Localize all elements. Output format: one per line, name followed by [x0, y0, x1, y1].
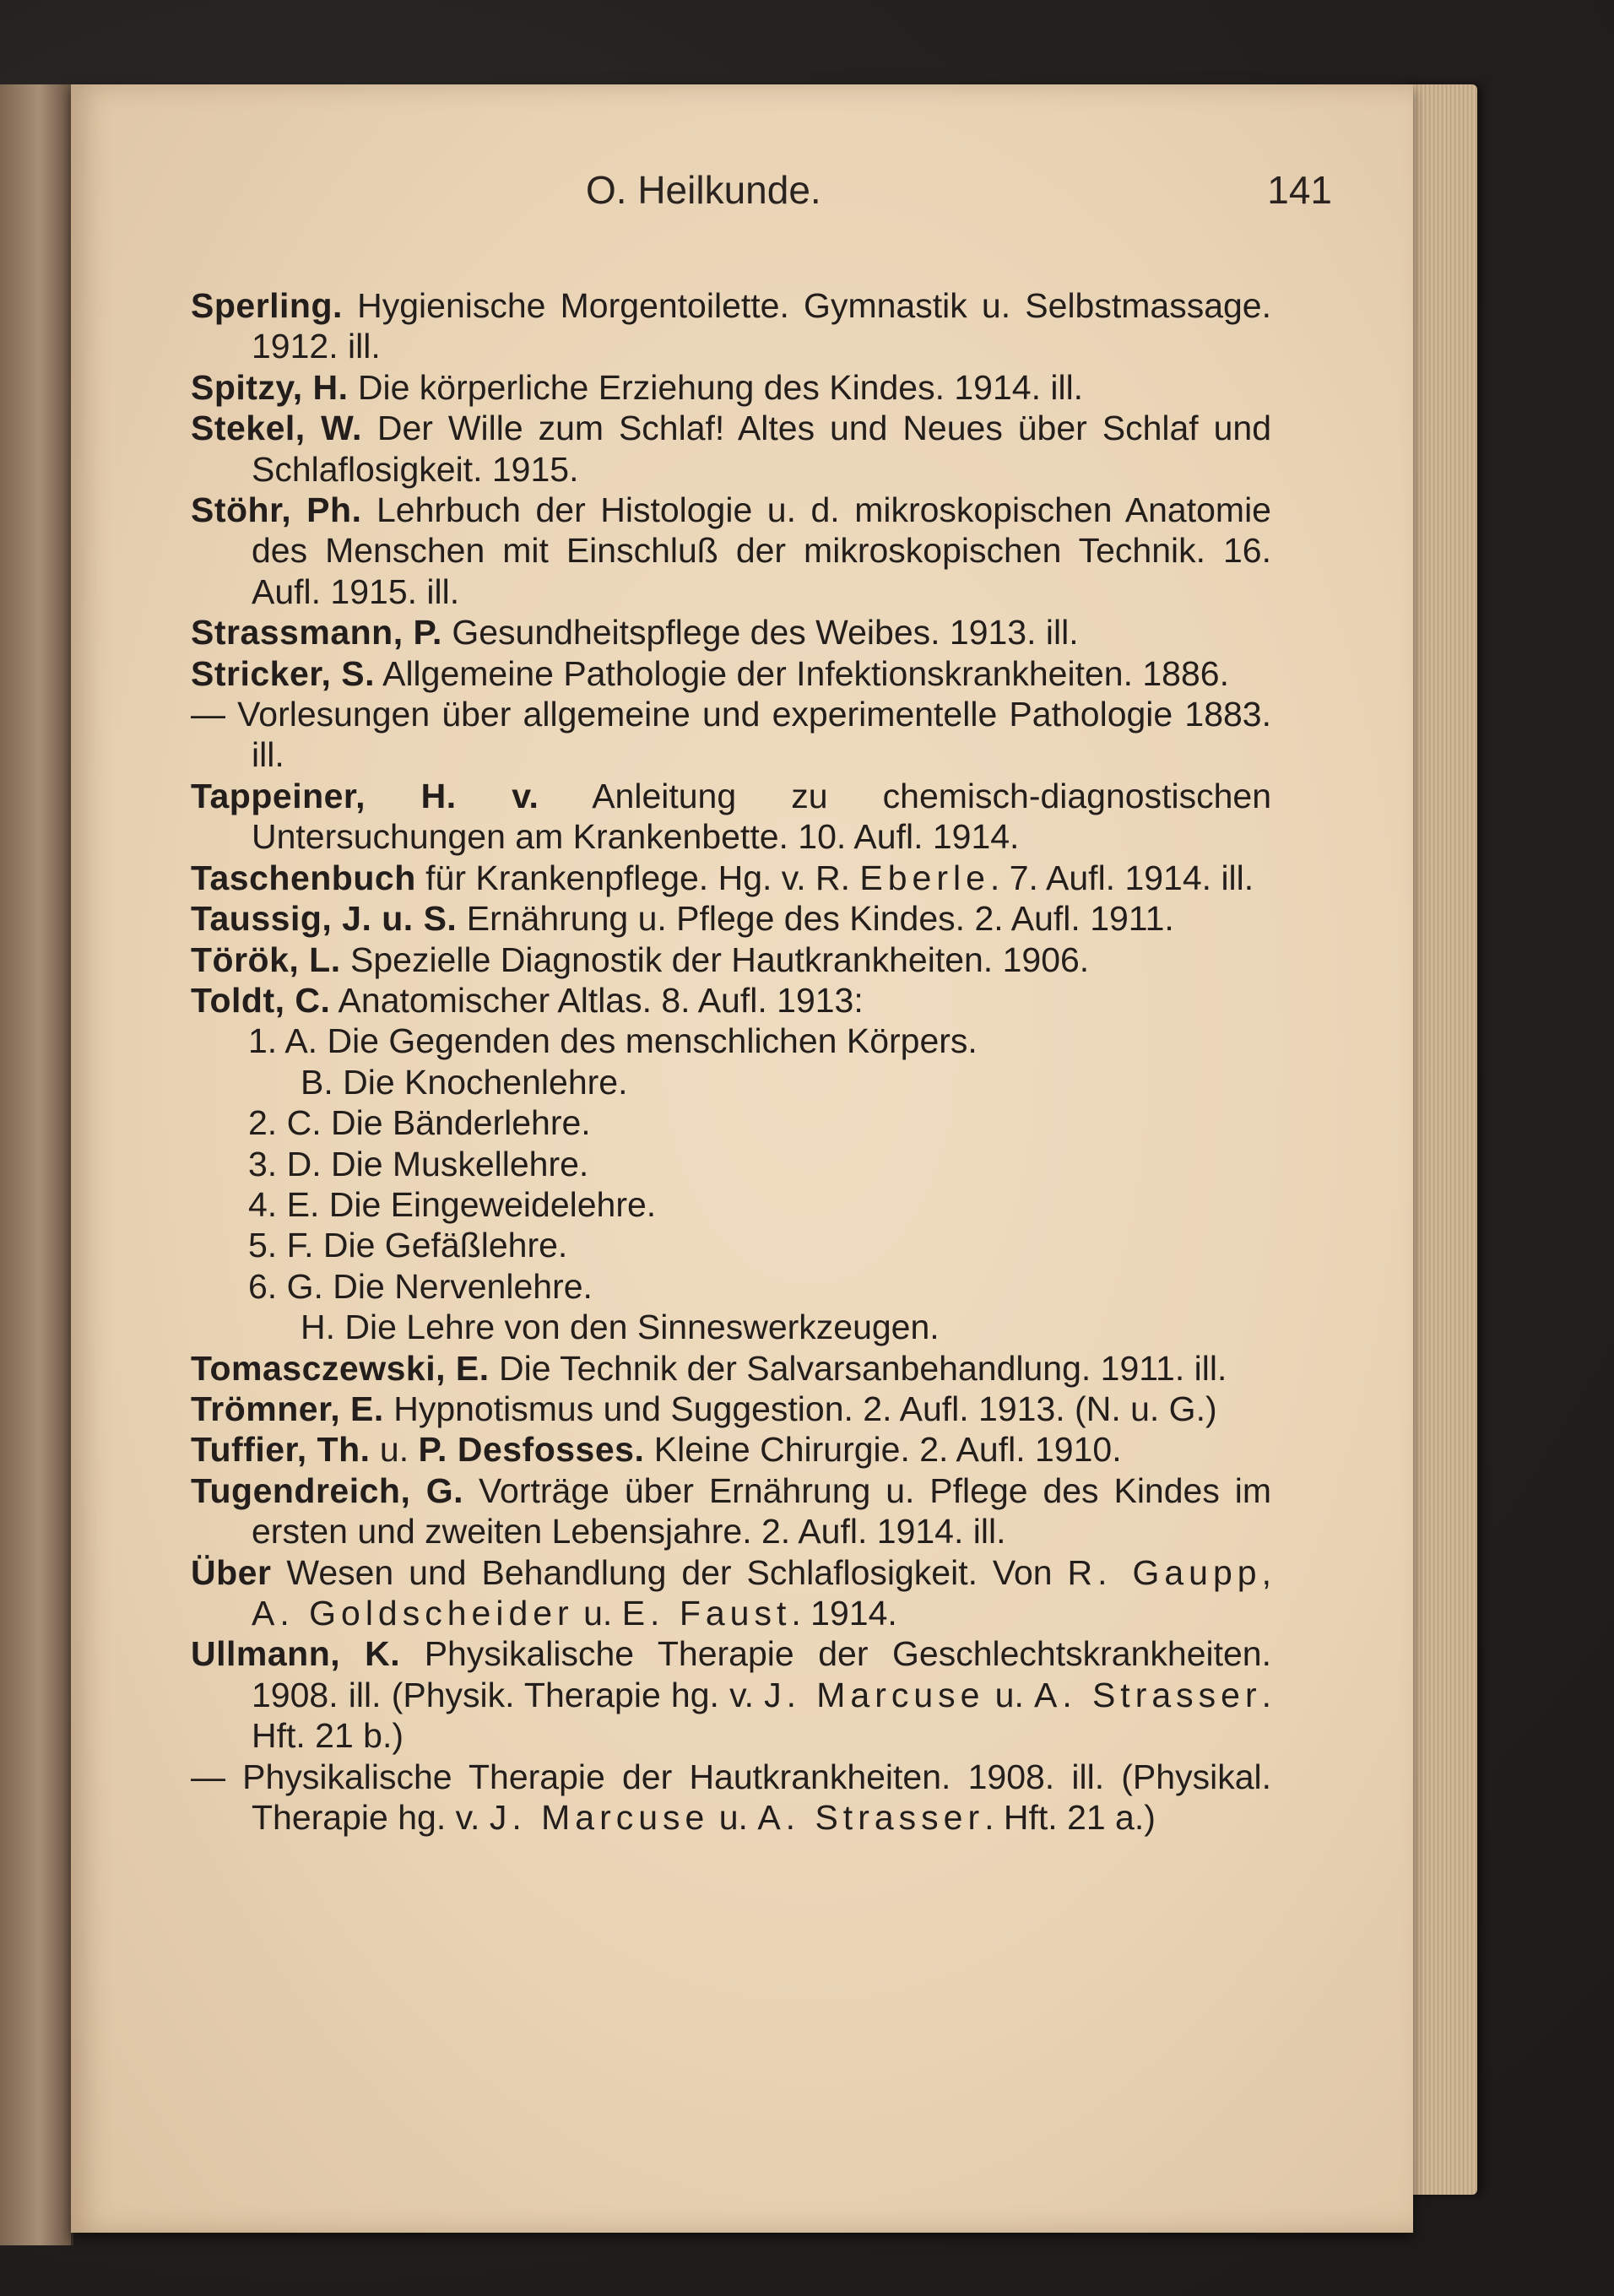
entry-text: Anatomischer Altlas. 8. Aufl. 1913:	[330, 980, 864, 1020]
entry-text: für Krankenpflege. Hg. v. R.	[415, 858, 860, 897]
entry-editor: A. Strasser	[757, 1798, 985, 1838]
entry-text: Gesundheitspflege des Weibes. 1913. ill.	[441, 613, 1079, 653]
toldt-volume	[191, 1102, 1271, 1143]
entry-troemner	[191, 1389, 1271, 1429]
entry-conjunction: u.	[370, 1430, 419, 1470]
volume-title: Die Nervenlehre.	[322, 1266, 593, 1306]
entry-separator: u.	[573, 1594, 622, 1633]
volume-number: 6.	[248, 1266, 287, 1306]
entry-text: Kleine Chirurgie. 2. Aufl. 1910.	[644, 1430, 1122, 1470]
entry-author: Über	[191, 1552, 272, 1592]
entry-author: Trömner, E.	[191, 1389, 384, 1428]
entry-text: Die körperliche Erziehung des Kindes. 1914. ill.	[348, 367, 1084, 407]
toldt-volume	[191, 1021, 1271, 1061]
entry-author: Spitzy, H.	[191, 367, 349, 407]
entry-text: Vorlesungen über allgemeine und experimentelle Pathologie 1883. ill.	[225, 695, 1271, 775]
volume-part: E.	[286, 1184, 320, 1224]
volume-title: Die Bänderlehre.	[321, 1103, 591, 1143]
entry-dash: —	[191, 695, 225, 734]
entry-editor: J. Marcuse	[489, 1798, 710, 1838]
entry-tail: . Hft. 21 b.)	[252, 1675, 1272, 1756]
volume-number: 2.	[248, 1103, 287, 1143]
entry-author: Stöhr, Ph.	[191, 490, 362, 530]
entry-tappeiner	[191, 776, 1271, 858]
volume-part: B.	[301, 1062, 333, 1102]
entry-text: Lehrbuch der Histologie u. d. mikroskopischen Anatomie des Menschen mit Einschluß der mikroskopischen Technik. 16. Aufl. 1915. ill.	[252, 490, 1271, 611]
toldt-volume	[191, 1225, 1271, 1265]
page-number: 141	[1267, 168, 1332, 212]
volume-title: Die Lehre von den Sinneswerkzeugen.	[335, 1308, 940, 1347]
entry-author: Taussig, J. u. S.	[191, 899, 458, 939]
entry-author: Török, L.	[191, 940, 341, 979]
entry-text: Hypnotismus und Suggestion. 2. Aufl. 1913. (N. u. G.)	[383, 1389, 1217, 1428]
volume-part: D.	[286, 1144, 322, 1183]
entry-dash: —	[191, 1757, 225, 1796]
entry-text: Allgemeine Pathologie der Infektionskrankheiten. 1886.	[374, 653, 1229, 693]
entry-text: Physikalische Therapie der Hautkrankheiten. 1908. ill. (Physikal. Therapie hg. v.	[225, 1757, 1271, 1838]
entry-editor: R. Gaupp	[1067, 1552, 1262, 1592]
book-page	[71, 84, 1413, 2233]
entry-text: Physikalische Therapie der Geschlechtskrankheiten. 1908. ill. (Physik. Therapie hg. v.	[252, 1634, 1271, 1714]
entry-spitzy	[191, 367, 1271, 408]
entry-ueber	[191, 1552, 1271, 1634]
entry-author: Strassmann, P.	[191, 613, 442, 653]
entry-author: Tomasczewski, E.	[191, 1348, 490, 1388]
entry-editor: A. Strasser	[1034, 1675, 1262, 1714]
entry-text: Anleitung zu chemisch-diagnostischen Untersuchungen am Krankenbette. 10. Aufl. 1914.	[252, 776, 1271, 857]
entry-author: Stekel, W.	[191, 409, 362, 448]
entry-text: Spezielle Diagnostik der Hautkrankheiten. 1906.	[340, 940, 1090, 979]
entry-stricker	[191, 653, 1271, 694]
entry-editor: A. Goldscheider	[252, 1594, 574, 1633]
entry-tugendreich	[191, 1470, 1271, 1552]
volume-number: 5.	[248, 1226, 287, 1265]
toldt-volume	[191, 1307, 1271, 1347]
bibliography-list	[191, 285, 1271, 1838]
entry-text: Wesen und Behandlung der Schlaflosigkeit. Von	[271, 1552, 1068, 1592]
volume-part: C.	[286, 1103, 322, 1143]
volume-title: Die Knochenlehre.	[333, 1062, 628, 1102]
entry-author: Sperling.	[191, 286, 343, 325]
entry-separator: u.	[709, 1798, 758, 1838]
entry-separator: ,	[1261, 1552, 1271, 1592]
volume-title: Die Eingeweidelehre.	[319, 1184, 657, 1224]
entry-stoehr	[191, 490, 1271, 612]
toldt-volume	[191, 1144, 1271, 1184]
entry-text: Vorträge über Ernährung u. Pflege des Kindes im ersten und zweiten Lebensjahre. 2. Aufl. 1914. ill.	[252, 1470, 1271, 1551]
volume-part: F.	[286, 1226, 314, 1265]
running-head	[71, 167, 1413, 218]
running-head-title: O. Heilkunde.	[586, 168, 821, 212]
entry-taussig	[191, 898, 1271, 939]
volume-part: H.	[301, 1308, 335, 1347]
entry-stricker-2	[191, 694, 1271, 776]
entry-strassmann	[191, 612, 1271, 653]
entry-author: Ullmann, K.	[191, 1634, 401, 1674]
entry-separator: u.	[984, 1675, 1035, 1714]
entry-tail: . 7. Aufl. 1914. ill.	[989, 858, 1254, 897]
entry-sperling	[191, 285, 1271, 367]
entry-toeroek	[191, 940, 1271, 980]
volume-title: Die Gegenden des menschlichen Körpers.	[317, 1021, 978, 1061]
entry-author: Stricker, S.	[191, 653, 375, 693]
entry-stekel	[191, 408, 1271, 490]
entry-taschenbuch	[191, 858, 1271, 898]
toldt-volume	[191, 1184, 1271, 1225]
entry-text: Ernährung u. Pflege des Kindes. 2. Aufl. 1911.	[457, 899, 1174, 939]
volume-part: A.	[284, 1021, 318, 1061]
entry-author: Taschenbuch	[191, 858, 416, 897]
entry-author: Tuffier, Th.	[191, 1430, 371, 1470]
entry-text: Die Technik der Salvarsanbehandlung. 1911. ill.	[489, 1348, 1227, 1388]
entry-tail: . 1914.	[791, 1594, 897, 1633]
volume-number: 4.	[248, 1184, 287, 1224]
entry-editor: E. Faust	[621, 1594, 792, 1633]
entry-ullmann	[191, 1633, 1271, 1756]
entry-toldt	[191, 980, 1271, 1021]
volume-number: 1.	[248, 1021, 285, 1061]
volume-number: 3.	[248, 1144, 287, 1183]
left-page-edge	[0, 84, 73, 2245]
entry-ullmann-2	[191, 1757, 1271, 1838]
entry-author: Tappeiner, H. v.	[191, 776, 539, 815]
entry-coauthor: P. Desfosses.	[418, 1430, 645, 1470]
entry-tomasczewski	[191, 1348, 1271, 1389]
volume-title: Die Muskellehre.	[321, 1144, 589, 1183]
entry-text: Hygienische Morgentoilette. Gymnastik u. Selbstmassage. 1912. ill.	[252, 286, 1271, 366]
entry-tuffier	[191, 1429, 1271, 1470]
toldt-volume	[191, 1062, 1271, 1102]
toldt-volume	[191, 1266, 1271, 1307]
entry-editor: Eberle	[859, 858, 990, 897]
volume-title: Die Gefäßlehre.	[313, 1226, 568, 1265]
volume-part: G.	[286, 1266, 323, 1306]
entry-author: Toldt, C.	[191, 980, 331, 1020]
entry-tail: . Hft. 21 a.)	[984, 1798, 1156, 1838]
entry-author: Tugendreich, G.	[191, 1470, 464, 1510]
entry-editor: J. Marcuse	[764, 1675, 985, 1714]
entry-text: Der Wille zum Schlaf! Altes und Neues über Schlaf und Schlaflosigkeit. 1915.	[252, 409, 1271, 489]
